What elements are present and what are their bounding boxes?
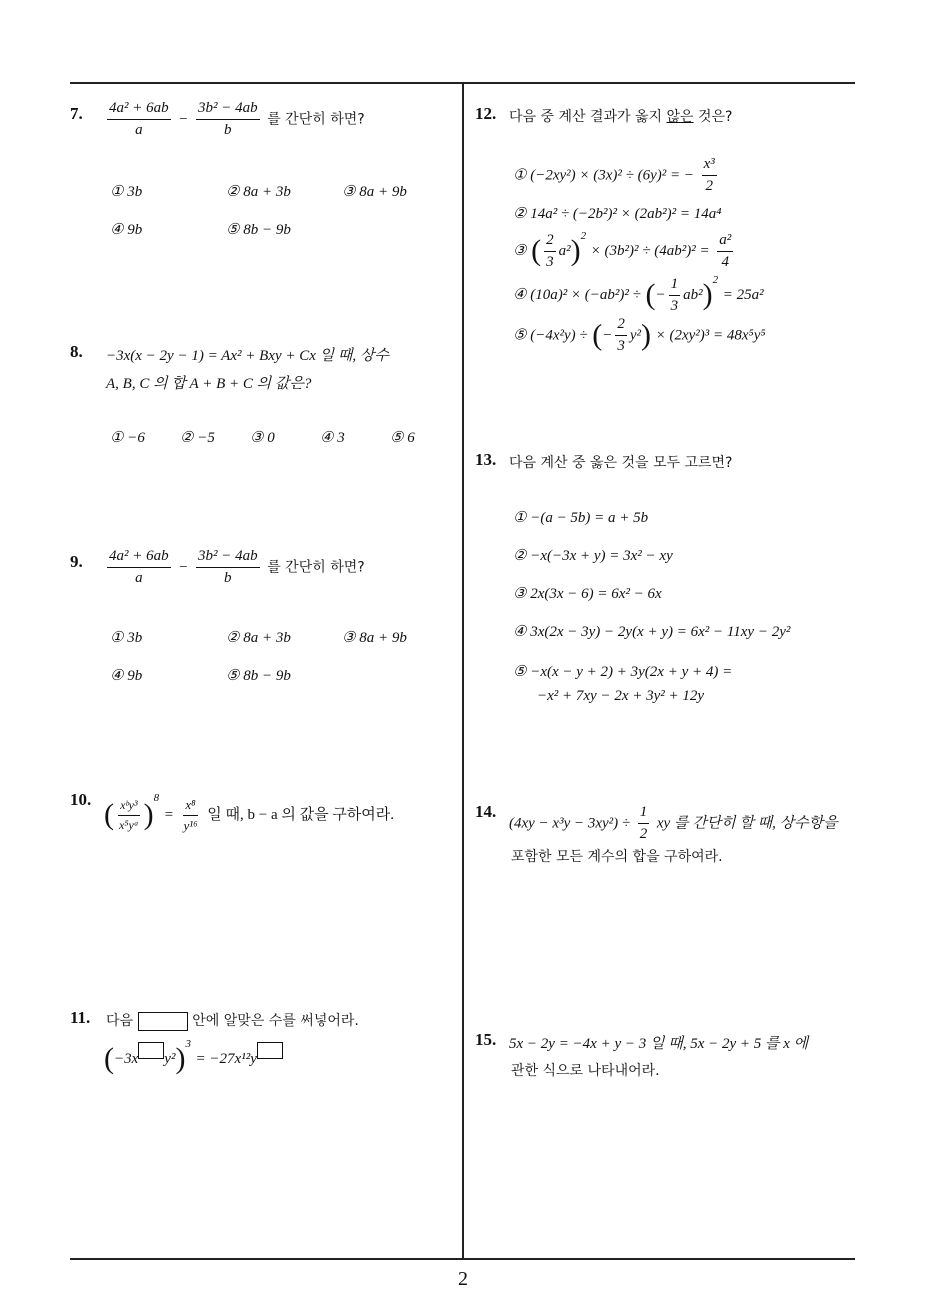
choice[interactable]: ③ 8a + 9b	[342, 184, 407, 200]
choice[interactable]: ① (−2xy²) × (3x)² ÷ (6y)² = − $\frac{\text{x³}}{2}$	[513, 156, 715, 194]
choice[interactable]: ④ 3	[320, 430, 345, 446]
problem-15	[475, 1028, 865, 1088]
question-text: 일 때, b − a 의 값을 구하여라.	[207, 807, 395, 823]
question-text: 다음 계산 중 옳은 것을 모두 고르면?	[509, 455, 733, 471]
fraction: $\frac{\text{4a² + 6ab}}{a}$	[109, 100, 169, 138]
problem-number: 8.	[70, 342, 83, 361]
problem-12	[475, 100, 865, 360]
problem-10: 10. ( $\frac{\text{xᵇy³}}{\text{x⁵yᵃ}}$ )$^8$ = $\frac{\text{x⁸}}{\text{y¹⁶}}$ 일 때, b − a 의 값을 구하여라.	[70, 790, 395, 833]
choice[interactable]: ② 8a + 3b	[226, 630, 291, 646]
fraction: $\frac{\text{3b² − 4ab}}{b}$	[197, 100, 258, 138]
problem-number: 9.	[70, 552, 83, 571]
choice[interactable]: ⑤ (−4x²y) ÷ (− $\frac{2}{3}$ y²) × (2xy²)³ = 48x⁵y⁵	[513, 316, 766, 354]
problem-number: 10.	[70, 790, 92, 809]
choice[interactable]: ⑤ 6	[390, 430, 415, 446]
choice[interactable]: ④ (10a)² × (−ab²)² ÷ (− $\frac{1}{3}$ ab²)$^2$ = 25a²	[513, 274, 764, 314]
problem-number: 13.	[475, 450, 497, 469]
problem-11: 11. 다음 안에 알맞은 수를 써넣어라. (−3x y²)$^3$ = −27x¹²y	[70, 1008, 359, 1075]
fraction: $\frac{\text{x⁸}}{\text{y¹⁶}}$	[183, 796, 198, 833]
problem-14: 14. (4xy − x³y − 3xy²) ÷ $\frac{1}{2}$ xy 를 간단히 할 때, 상수항을 포함한 모든 계수의 합을 구하여라.	[475, 802, 838, 865]
choice[interactable]: ② −5	[180, 430, 215, 446]
problem-13	[475, 448, 865, 718]
problem-number: 15.	[475, 1030, 497, 1049]
column-divider	[462, 82, 464, 1259]
choice[interactable]: ③ 0	[250, 430, 275, 446]
choice[interactable]: ④ 3x(2x − 3y) − 2y(x + y) = 6x² − 11xy − 2y²	[513, 624, 791, 640]
choice[interactable]: ① −(a − 5b) = a + 5b	[513, 510, 649, 526]
problem-number: 14.	[475, 802, 497, 821]
choice[interactable]: ④ 9b	[110, 222, 143, 238]
question-line: 포함한 모든 계수의 합을 구하여라.	[511, 849, 723, 865]
question-line: 관한 식으로 나타내어라.	[511, 1063, 660, 1079]
choice[interactable]: ① 3b	[110, 630, 143, 646]
choice[interactable]: ③ ( $\frac{2}{3}$ a²)$^2$ × (3b²)² ÷ (4ab²)² = $\frac{\text{a²}}{4}$	[513, 230, 732, 270]
choice[interactable]: ⑤ 8b − 9b	[226, 668, 291, 684]
bottom-rule	[70, 1258, 855, 1260]
choice[interactable]: ① −6	[110, 430, 145, 446]
problem-number: 12.	[475, 104, 497, 123]
question-text: 다음 중 계산 결과가 옳지 않은 것은?	[509, 109, 733, 125]
fraction: $\frac{\text{xᵇy³}}{\text{x⁵yᵃ}}$	[119, 797, 139, 832]
question-line: −3x(x − 2y − 1) = Ax² + Bxy + Cx 일 때, 상수	[106, 348, 389, 364]
question-text: 를 간단히 하면?	[267, 111, 365, 128]
choice[interactable]: ⑤ −x(x − y + 2) + 3y(2x + y + 4) =	[513, 664, 733, 680]
choice[interactable]: ② −x(−3x + y) = 3x² − xy	[513, 548, 673, 564]
choice[interactable]: ① 3b	[110, 184, 143, 200]
problem-8	[70, 340, 460, 450]
choice[interactable]: ② 8a + 3b	[226, 184, 291, 200]
choice[interactable]: ③ 8a + 9b	[342, 630, 407, 646]
choice[interactable]: ③ 2x(3x − 6) = 6x² − 6x	[513, 586, 662, 602]
answer-box[interactable]	[138, 1012, 188, 1031]
choice[interactable]: ② 14a² ÷ (−2b²)² × (2ab²)² = 14a⁴	[513, 206, 722, 222]
question-line: A, B, C 의 합 A + B + C 의 값은?	[106, 376, 312, 392]
fraction: $\frac{\text{4a² + 6ab}}{a}$	[109, 548, 169, 586]
question-text: 를 간단히 하면?	[267, 559, 365, 576]
page-number: 2	[458, 1268, 468, 1290]
problem-7: 7. $\frac{\text{4a² + 6ab}}{a}$ − $\frac{\text{3b² − 4ab}}{b}$ 를 간단히 하면? ① 3b ② 8a + 3b ③ 8a + 9b ④ 9b ⑤ 8b − 9b	[70, 100, 407, 238]
answer-box[interactable]	[257, 1042, 283, 1059]
problem-number: 11.	[70, 1008, 91, 1027]
question-line: 5x − 2y = −4x + y − 3 일 때, 5x − 2y + 5 를 x 에	[509, 1036, 809, 1052]
answer-box[interactable]	[138, 1042, 164, 1059]
problem-9: 9. $\frac{\text{4a² + 6ab}}{a}$ − $\frac{\text{3b² − 4ab}}{b}$ 를 간단히 하면? ① 3b ② 8a + 3b ③ 8a + 9b ④ 9b ⑤ 8b − 9b	[70, 548, 407, 684]
problem-number: 7.	[70, 104, 83, 123]
choice[interactable]: ⑤ 8b − 9b	[226, 222, 291, 238]
choice[interactable]: ④ 9b	[110, 668, 143, 684]
choice-continuation: −x² + 7xy − 2x + 3y² + 12y	[537, 688, 705, 704]
fraction: $\frac{\text{3b² − 4ab}}{b}$	[197, 548, 258, 586]
